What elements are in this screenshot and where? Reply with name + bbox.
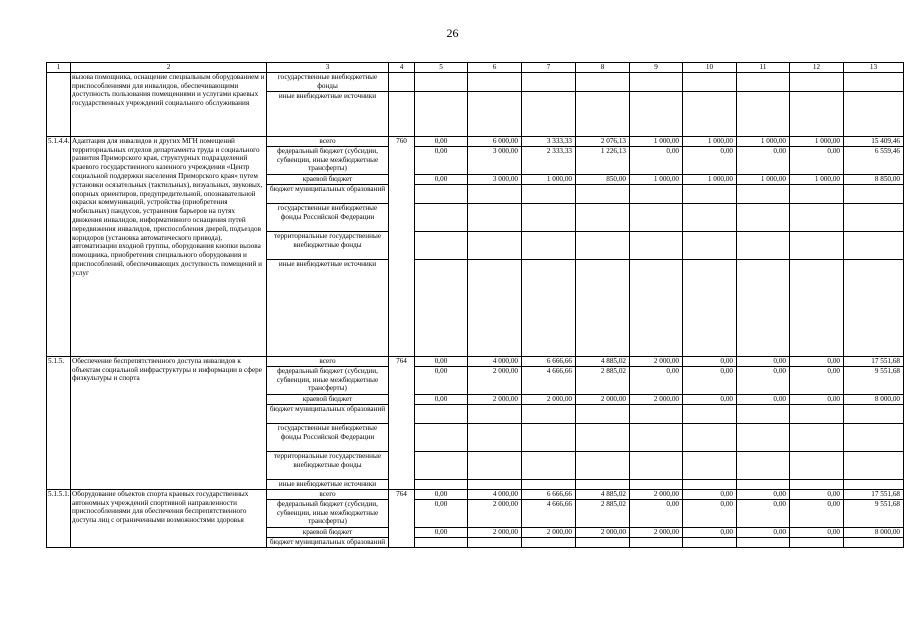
column-header: 1 bbox=[47, 63, 71, 73]
row-code bbox=[47, 72, 71, 136]
table-cell bbox=[683, 423, 737, 451]
table-cell bbox=[844, 231, 904, 259]
table-cell bbox=[630, 404, 683, 423]
table-cell bbox=[415, 259, 468, 356]
value-cell: 2 000,00 bbox=[630, 394, 683, 404]
funding-source: государственные внебюджетные фонды Российской Федерации bbox=[267, 203, 389, 231]
value-cell: 6 666,66 bbox=[522, 356, 576, 366]
table-cell bbox=[683, 259, 737, 356]
table-cell bbox=[737, 423, 790, 451]
funding-source: краевой бюджет bbox=[267, 394, 389, 404]
budget-table bbox=[46, 62, 904, 548]
table-cell bbox=[844, 479, 904, 489]
table-cell bbox=[844, 537, 904, 547]
funding-source: всего bbox=[267, 136, 389, 146]
value-cell: 8 850,00 bbox=[844, 174, 904, 184]
value-cell: 9 551,68 bbox=[844, 499, 904, 527]
funding-source: федеральный бюджет (субсидии, субвенции, иные межбюджетные трансферты) bbox=[267, 499, 389, 527]
table-cell bbox=[522, 404, 576, 423]
value-cell: 0,00 bbox=[790, 366, 844, 394]
value-cell: 8 000,00 bbox=[844, 394, 904, 404]
value-cell: 4 666,66 bbox=[522, 499, 576, 527]
table-cell bbox=[683, 537, 737, 547]
table-cell bbox=[415, 537, 468, 547]
table-cell bbox=[844, 91, 904, 136]
value-cell: 0,00 bbox=[415, 489, 468, 499]
funding-source: государственные внебюджетные фонды bbox=[267, 72, 389, 91]
table-cell bbox=[630, 423, 683, 451]
value-cell: 4 666,66 bbox=[522, 366, 576, 394]
table-cell bbox=[683, 184, 737, 203]
table-cell bbox=[576, 203, 630, 231]
column-header: 6 bbox=[468, 63, 522, 73]
value-cell: 2 000,00 bbox=[630, 527, 683, 537]
row-col4: 760 bbox=[389, 136, 415, 356]
table-cell bbox=[522, 184, 576, 203]
table-cell bbox=[737, 479, 790, 489]
table-cell bbox=[468, 479, 522, 489]
table-cell bbox=[630, 231, 683, 259]
value-cell: 0,00 bbox=[683, 489, 737, 499]
value-cell: 1 000,00 bbox=[737, 136, 790, 146]
table-cell bbox=[415, 479, 468, 489]
table-cell bbox=[468, 72, 522, 91]
table-cell bbox=[844, 184, 904, 203]
row-name: Обеспечение беспрепятственного доступа инвалидов к объектам социальной инфраструктуры и информации в сфере физкультуры и спорта bbox=[71, 356, 267, 489]
funding-source: территориальные государственные внебюджетные фонды bbox=[267, 231, 389, 259]
table-cell bbox=[630, 203, 683, 231]
row-name: Адаптация для инвалидов и других МГН помещений территориальных отделов департамента труда и социального развития Приморского края, структурных подразделений краевого государственного казенного учреждения «Центр социальной поддержки населения Приморского края» путем установки осязательных (тактильных), визуальных, звуковых, опорных ориентиров, предупредительной, опознавательной окраски коммуникаций, устройства (приобретения мобильных) пандусов, устранения барьеров на путях движения инвалидов, информативного оснащения путей передвижения инвалидов, приспособления дверей, подъездов коридоров (установка автоматического привода), автоматизации входной группы, оборудования кнопки вызова помощника, приобретения специального оборудования и приспособлений, обеспечивающих доступность помещений и услуг bbox=[71, 136, 267, 356]
table-cell bbox=[844, 423, 904, 451]
column-header: 7 bbox=[522, 63, 576, 73]
table-cell bbox=[790, 91, 844, 136]
table-row bbox=[47, 356, 904, 366]
table-cell bbox=[683, 404, 737, 423]
table-cell bbox=[630, 72, 683, 91]
value-cell: 6 559,46 bbox=[844, 146, 904, 174]
value-cell: 0,00 bbox=[683, 394, 737, 404]
column-header: 9 bbox=[630, 63, 683, 73]
table-cell bbox=[737, 231, 790, 259]
table-cell bbox=[683, 231, 737, 259]
value-cell: 0,00 bbox=[790, 499, 844, 527]
table-cell bbox=[630, 537, 683, 547]
table-row bbox=[47, 72, 904, 91]
table-cell bbox=[576, 451, 630, 479]
table-cell bbox=[468, 259, 522, 356]
table-cell bbox=[790, 537, 844, 547]
table-cell bbox=[790, 423, 844, 451]
table-cell bbox=[522, 479, 576, 489]
value-cell: 2 000,00 bbox=[630, 489, 683, 499]
table-cell bbox=[576, 537, 630, 547]
value-cell: 1 000,00 bbox=[737, 174, 790, 184]
row-col4: 764 bbox=[389, 356, 415, 489]
table-cell bbox=[389, 91, 415, 136]
value-cell: 0,00 bbox=[630, 146, 683, 174]
funding-source: бюджет муниципальных образований bbox=[267, 404, 389, 423]
value-cell: 0,00 bbox=[737, 527, 790, 537]
table-cell bbox=[468, 423, 522, 451]
value-cell: 3 000,00 bbox=[468, 146, 522, 174]
value-cell: 17 551,68 bbox=[844, 489, 904, 499]
funding-source: всего bbox=[267, 356, 389, 366]
value-cell: 0,00 bbox=[630, 366, 683, 394]
column-header: 4 bbox=[389, 63, 415, 73]
table-cell bbox=[415, 451, 468, 479]
value-cell: 0,00 bbox=[415, 136, 468, 146]
value-cell: 4 885,02 bbox=[576, 489, 630, 499]
value-cell: 15 409,46 bbox=[844, 136, 904, 146]
column-header: 8 bbox=[576, 63, 630, 73]
value-cell: 8 000,00 bbox=[844, 527, 904, 537]
value-cell: 0,00 bbox=[737, 146, 790, 174]
value-cell: 2 000,00 bbox=[576, 394, 630, 404]
row-name: вызова помощника, оснащение специальным оборудованием и приспособлениями для инвалидов, обеспечивающими доступность пользования помещениями и услугами краевых государственных учреждений социального обслуживания bbox=[71, 72, 267, 136]
table-cell bbox=[415, 423, 468, 451]
value-cell: 6 666,66 bbox=[522, 489, 576, 499]
table-cell bbox=[522, 259, 576, 356]
table-cell bbox=[630, 259, 683, 356]
page-number: 26 bbox=[446, 26, 459, 40]
table-cell bbox=[844, 203, 904, 231]
value-cell: 0,00 bbox=[790, 394, 844, 404]
value-cell: 1 000,00 bbox=[630, 136, 683, 146]
value-cell: 2 000,00 bbox=[468, 366, 522, 394]
value-cell: 0,00 bbox=[683, 366, 737, 394]
value-cell: 2 000,00 bbox=[576, 527, 630, 537]
value-cell: 0,00 bbox=[683, 527, 737, 537]
value-cell: 0,00 bbox=[737, 356, 790, 366]
value-cell: 1 000,00 bbox=[790, 174, 844, 184]
value-cell: 1 000,00 bbox=[522, 174, 576, 184]
table-cell bbox=[415, 91, 468, 136]
value-cell: 2 000,00 bbox=[522, 527, 576, 537]
funding-source: иные внебюджетные источники bbox=[267, 259, 389, 356]
column-header: 2 bbox=[71, 63, 267, 73]
funding-source: бюджет муниципальных образований bbox=[267, 184, 389, 203]
table-cell bbox=[737, 72, 790, 91]
row-code: 5.1.5.1. bbox=[47, 489, 71, 547]
value-cell: 0,00 bbox=[737, 489, 790, 499]
value-cell: 2 000,00 bbox=[468, 499, 522, 527]
table-cell bbox=[415, 404, 468, 423]
table-cell bbox=[737, 184, 790, 203]
table-cell bbox=[468, 184, 522, 203]
value-cell: 0,00 bbox=[790, 146, 844, 174]
column-header: 12 bbox=[790, 63, 844, 73]
value-cell: 4 000,00 bbox=[468, 356, 522, 366]
table-cell bbox=[576, 91, 630, 136]
value-cell: 2 000,00 bbox=[468, 527, 522, 537]
table-cell bbox=[844, 404, 904, 423]
table-cell bbox=[389, 72, 415, 91]
column-header: 3 bbox=[267, 63, 389, 73]
value-cell: 9 551,68 bbox=[844, 366, 904, 394]
column-header: 5 bbox=[415, 63, 468, 73]
value-cell: 2 000,00 bbox=[630, 356, 683, 366]
table-cell bbox=[630, 479, 683, 489]
funding-source: всего bbox=[267, 489, 389, 499]
funding-source: федеральный бюджет (субсидии, субвенции, иные межбюджетные трансферты) bbox=[267, 366, 389, 394]
value-cell: 2 885,02 bbox=[576, 366, 630, 394]
funding-source: государственные внебюджетные фонды Российской Федерации bbox=[267, 423, 389, 451]
table-cell bbox=[468, 91, 522, 136]
table-cell bbox=[844, 451, 904, 479]
table-cell bbox=[737, 451, 790, 479]
value-cell: 850,00 bbox=[576, 174, 630, 184]
value-cell: 1 226,13 bbox=[576, 146, 630, 174]
funding-source: краевой бюджет bbox=[267, 527, 389, 537]
value-cell: 0,00 bbox=[415, 394, 468, 404]
table-cell bbox=[683, 72, 737, 91]
value-cell: 3 333,33 bbox=[522, 136, 576, 146]
value-cell: 0,00 bbox=[683, 499, 737, 527]
value-cell: 0,00 bbox=[737, 499, 790, 527]
table-cell bbox=[630, 184, 683, 203]
table-cell bbox=[576, 259, 630, 356]
header-row bbox=[47, 63, 904, 73]
funding-source: краевой бюджет bbox=[267, 174, 389, 184]
table-cell bbox=[737, 91, 790, 136]
table-cell bbox=[522, 203, 576, 231]
value-cell: 17 551,68 bbox=[844, 356, 904, 366]
value-cell: 0,00 bbox=[415, 527, 468, 537]
table-cell bbox=[737, 203, 790, 231]
table-cell bbox=[630, 91, 683, 136]
table-cell bbox=[415, 72, 468, 91]
table-cell bbox=[468, 231, 522, 259]
table-cell bbox=[737, 404, 790, 423]
value-cell: 0,00 bbox=[790, 356, 844, 366]
table-cell bbox=[576, 72, 630, 91]
value-cell: 0,00 bbox=[630, 499, 683, 527]
table-cell bbox=[790, 479, 844, 489]
table-cell bbox=[630, 451, 683, 479]
row-code: 5.1.5. bbox=[47, 356, 71, 489]
value-cell: 6 000,00 bbox=[468, 136, 522, 146]
funding-source: территориальные государственные внебюджетные фонды bbox=[267, 451, 389, 479]
value-cell: 3 000,00 bbox=[468, 174, 522, 184]
table-cell bbox=[844, 259, 904, 356]
value-cell: 4 885,02 bbox=[576, 356, 630, 366]
table-cell bbox=[576, 184, 630, 203]
column-header: 11 bbox=[737, 63, 790, 73]
table-cell bbox=[468, 537, 522, 547]
value-cell: 2 000,00 bbox=[468, 394, 522, 404]
table-cell bbox=[522, 537, 576, 547]
value-cell: 2 885,02 bbox=[576, 499, 630, 527]
table-cell bbox=[790, 203, 844, 231]
table-cell bbox=[522, 451, 576, 479]
table-cell bbox=[790, 231, 844, 259]
table-cell bbox=[790, 259, 844, 356]
value-cell: 0,00 bbox=[737, 394, 790, 404]
table-cell bbox=[576, 404, 630, 423]
value-cell: 0,00 bbox=[415, 174, 468, 184]
table-cell bbox=[522, 91, 576, 136]
table-cell bbox=[522, 423, 576, 451]
value-cell: 0,00 bbox=[790, 489, 844, 499]
value-cell: 4 000,00 bbox=[468, 489, 522, 499]
value-cell: 0,00 bbox=[415, 499, 468, 527]
table-cell bbox=[468, 451, 522, 479]
value-cell: 2 000,00 bbox=[522, 394, 576, 404]
table-cell bbox=[415, 231, 468, 259]
table-cell bbox=[683, 91, 737, 136]
value-cell: 1 000,00 bbox=[630, 174, 683, 184]
table-cell bbox=[522, 231, 576, 259]
table-cell bbox=[522, 72, 576, 91]
table-cell bbox=[576, 479, 630, 489]
funding-source: бюджет муниципальных образований bbox=[267, 537, 389, 547]
funding-source: иные внебюджетные источники bbox=[267, 91, 389, 136]
table-cell bbox=[576, 231, 630, 259]
row-col4: 764 bbox=[389, 489, 415, 547]
table-cell bbox=[790, 184, 844, 203]
value-cell: 1 000,00 bbox=[790, 136, 844, 146]
column-header: 13 bbox=[844, 63, 904, 73]
value-cell: 2 333,33 bbox=[522, 146, 576, 174]
column-header: 10 bbox=[683, 63, 737, 73]
table-cell bbox=[468, 404, 522, 423]
funding-source: федеральный бюджет (субсидии, субвенции, иные межбюджетные трансферты) bbox=[267, 146, 389, 174]
value-cell: 0,00 bbox=[683, 146, 737, 174]
table-cell bbox=[683, 479, 737, 489]
value-cell: 0,00 bbox=[683, 356, 737, 366]
table-cell bbox=[790, 451, 844, 479]
table-cell bbox=[576, 423, 630, 451]
table-cell bbox=[844, 72, 904, 91]
row-name: Оборудование объектов спорта краевых государственных автономных учреждений спортивной направленности приспособлениями для обеспечения беспрепятственного доступа лиц с ограниченными возможностями здоровья bbox=[71, 489, 267, 547]
funding-source: иные внебюджетные источники bbox=[267, 479, 389, 489]
table-cell bbox=[790, 72, 844, 91]
table-row bbox=[47, 136, 904, 146]
value-cell: 1 000,00 bbox=[683, 136, 737, 146]
value-cell: 0,00 bbox=[415, 356, 468, 366]
value-cell: 1 000,00 bbox=[683, 174, 737, 184]
table-cell bbox=[415, 203, 468, 231]
table-cell bbox=[683, 203, 737, 231]
table-row bbox=[47, 489, 904, 499]
row-code: 5.1.4.4. bbox=[47, 136, 71, 356]
table-cell bbox=[790, 404, 844, 423]
value-cell: 2 076,13 bbox=[576, 136, 630, 146]
table-cell bbox=[415, 184, 468, 203]
value-cell: 0,00 bbox=[415, 366, 468, 394]
table-cell bbox=[468, 203, 522, 231]
table-cell bbox=[683, 451, 737, 479]
value-cell: 0,00 bbox=[415, 146, 468, 174]
value-cell: 0,00 bbox=[737, 366, 790, 394]
table-cell bbox=[737, 259, 790, 356]
value-cell: 0,00 bbox=[790, 527, 844, 537]
table-cell bbox=[737, 537, 790, 547]
